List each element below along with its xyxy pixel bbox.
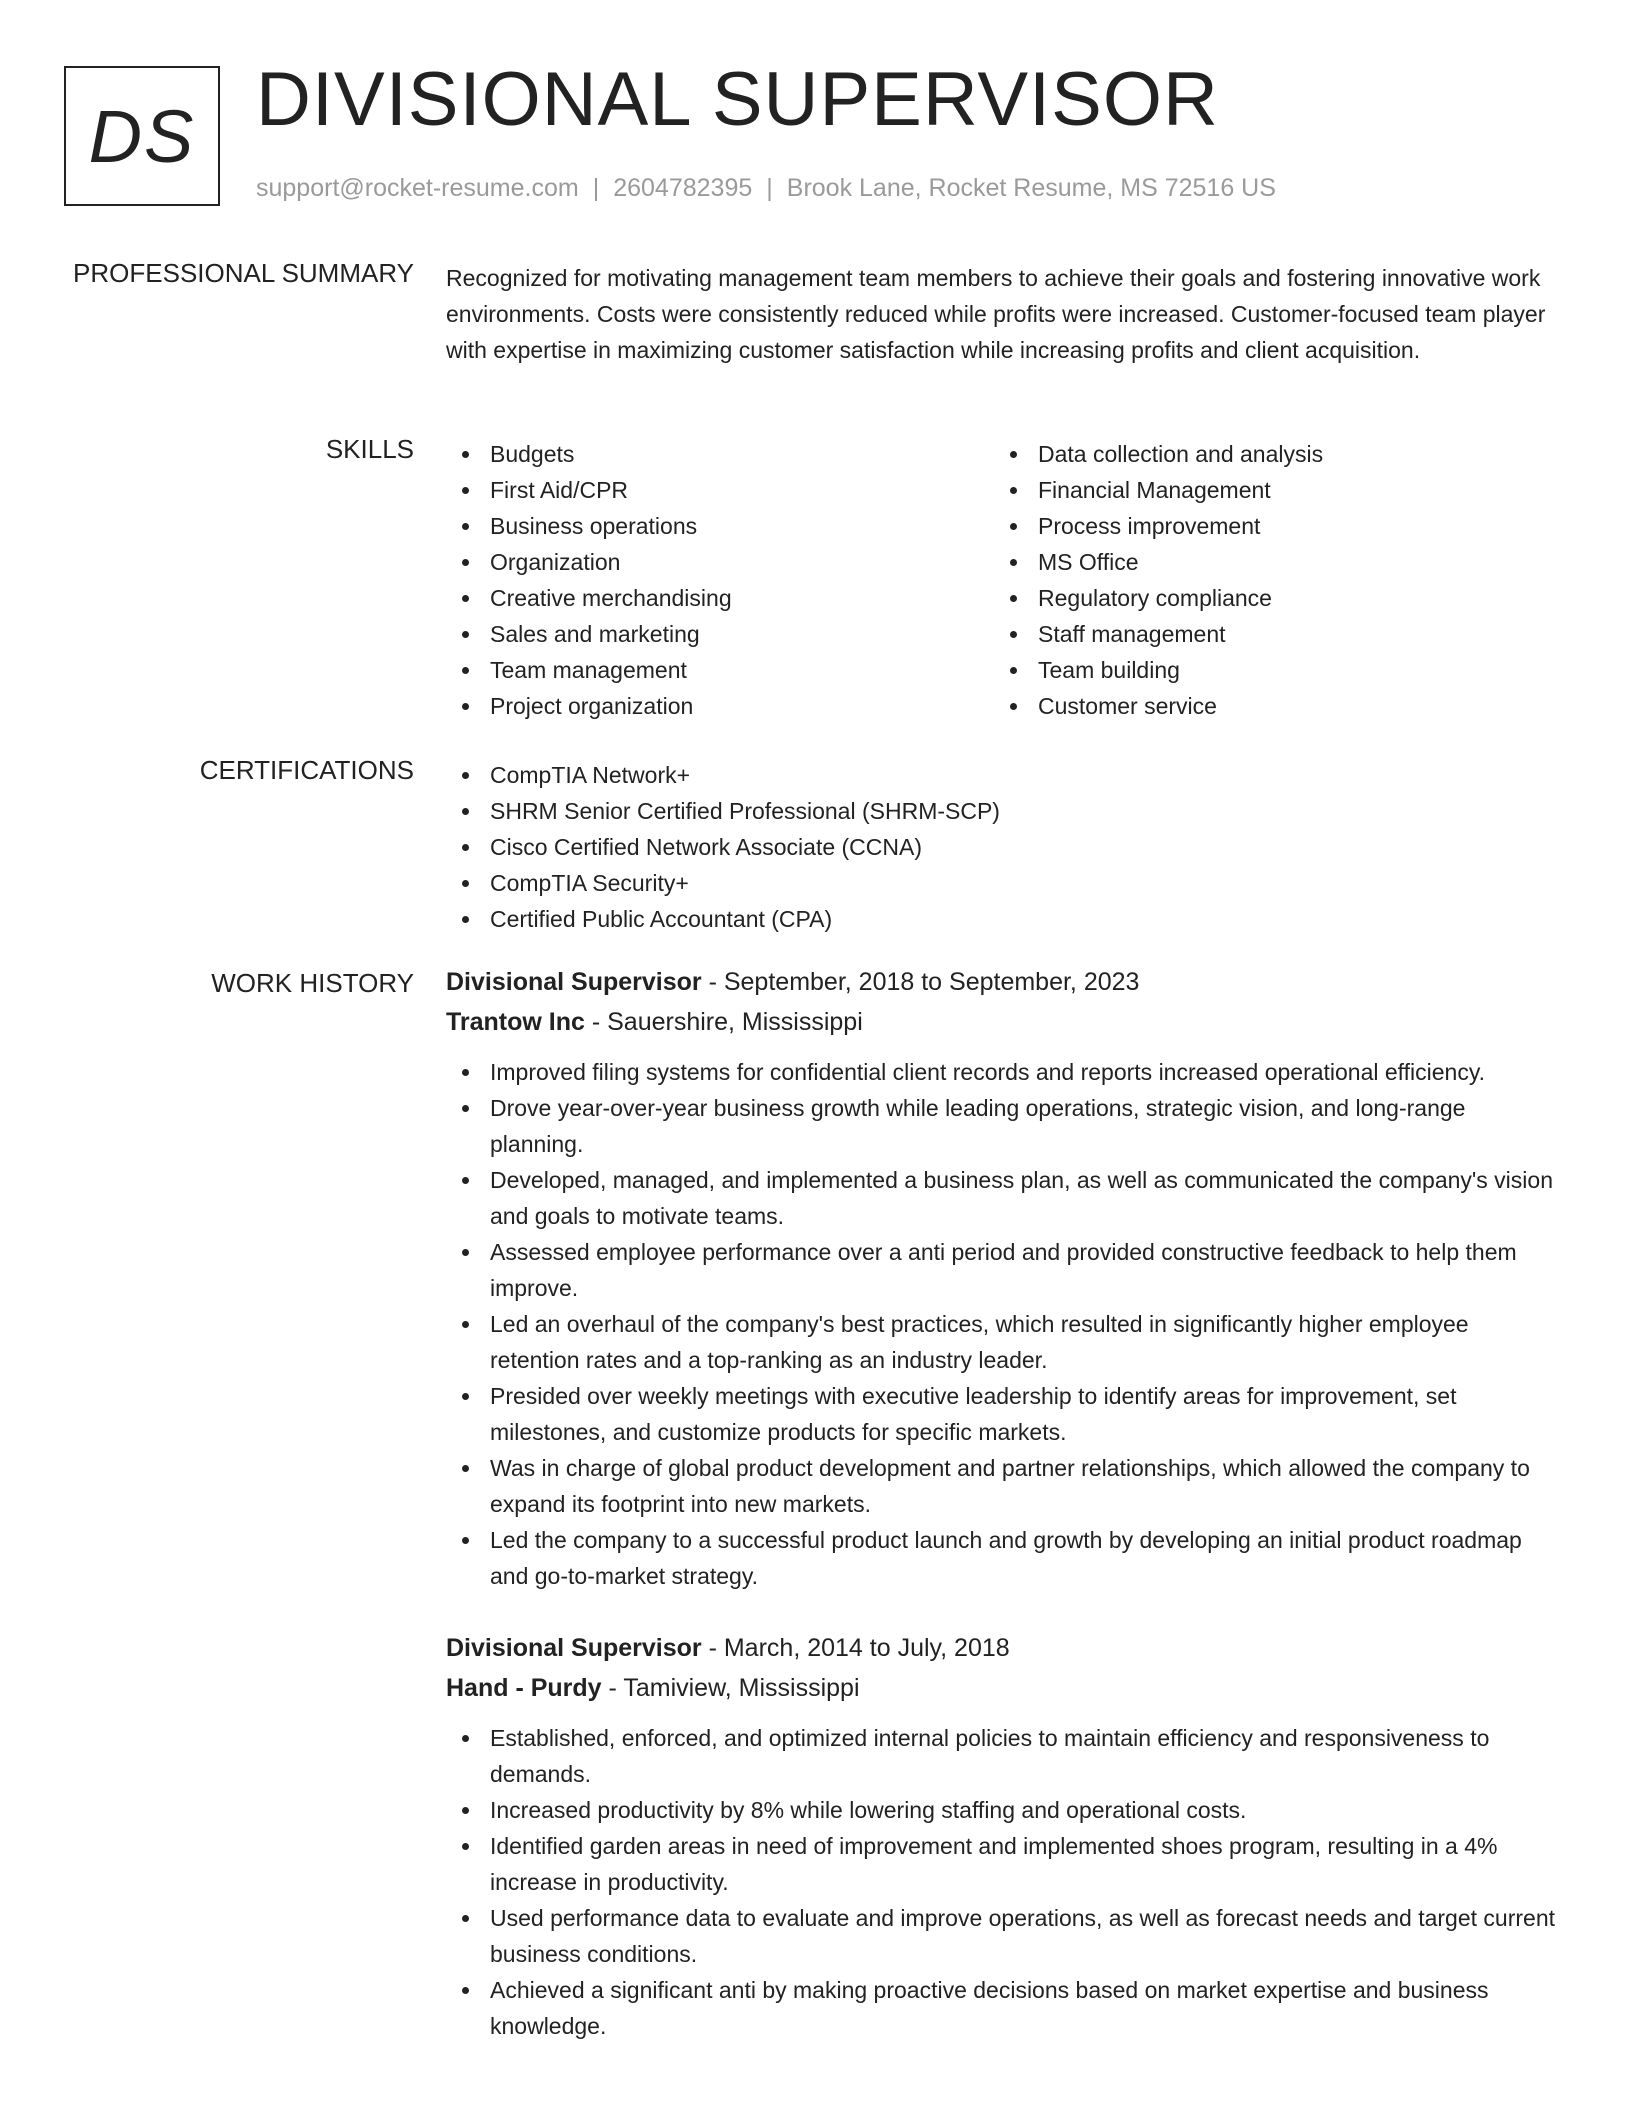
- job-bullet: Developed, managed, and implemented a business plan, as well as communicated the company's vision and goals to motivate teams.: [446, 1162, 1558, 1234]
- job-bullets: [446, 1720, 1558, 2044]
- skill-item: Creative merchandising: [446, 580, 966, 616]
- skills-heading: SKILLS: [325, 434, 414, 464]
- skills-list-right: [994, 436, 1514, 724]
- candidate-name: DIVISIONAL SUPERVISOR: [256, 57, 1219, 142]
- job-location: - Tamiview, Mississippi: [601, 1674, 860, 1702]
- job-company: Hand - Purdy: [446, 1674, 602, 1702]
- job-title-line: [446, 1628, 1558, 1668]
- contact-address: Brook Lane, Rocket Resume, MS 72516 US: [786, 174, 1276, 202]
- skill-item: Budgets: [446, 436, 966, 472]
- contact-line: [256, 174, 1276, 203]
- job-company-line: [446, 1668, 1558, 1708]
- certification-item: SHRM Senior Certified Professional (SHRM-SCP): [446, 793, 1558, 829]
- job-bullet: Used performance data to evaluate and improve operations, as well as forecast needs and target current business conditions.: [446, 1900, 1558, 1972]
- job-bullet: Improved filing systems for confidential client records and reports increased operational efficiency.: [446, 1054, 1558, 1090]
- skill-item: Sales and marketing: [446, 616, 966, 652]
- certification-item: CompTIA Security+: [446, 865, 1558, 901]
- skill-item: Project organization: [446, 688, 966, 724]
- job-company: Trantow Inc: [446, 1008, 585, 1036]
- summary-text: Recognized for motivating management team members to achieve their goals and fostering innovative work environments. Costs were consistently reduced while profits were increased. Customer-focused team player with expertise in maximizing customer satisfaction while increasing profits and client acquisition.: [446, 265, 1546, 363]
- job-bullet: Led an overhaul of the company's best practices, which resulted in significantly higher employee retention rates and a top-ranking as an industry leader.: [446, 1306, 1558, 1378]
- job-bullets: [446, 1054, 1558, 1594]
- job-role: Divisional Supervisor: [446, 1634, 702, 1662]
- job-bullet: Led the company to a successful product launch and growth by developing an initial product roadmap and go-to-market strategy.: [446, 1522, 1558, 1594]
- work-history-body: [446, 962, 1558, 2044]
- certifications-heading: CERTIFICATIONS: [199, 755, 414, 785]
- job-dates: - March, 2014 to July, 2018: [701, 1634, 1010, 1662]
- work-history-heading: WORK HISTORY: [211, 968, 414, 998]
- skill-item: Financial Management: [994, 472, 1514, 508]
- job-dates: - September, 2018 to September, 2023: [701, 968, 1140, 996]
- job-title-line: [446, 962, 1558, 1002]
- job-role: Divisional Supervisor: [446, 968, 702, 996]
- skills-list-left: [446, 436, 966, 724]
- job-bullet: Assessed employee performance over a anti period and provided constructive feedback to help them improve.: [446, 1234, 1558, 1306]
- certifications-list: [446, 757, 1558, 937]
- job-bullet: Drove year-over-year business growth while leading operations, strategic vision, and long-range planning.: [446, 1090, 1558, 1162]
- certifications-body: [446, 757, 1558, 937]
- summary-heading: PROFESSIONAL SUMMARY: [73, 258, 414, 288]
- skill-item: Customer service: [994, 688, 1514, 724]
- skill-item: Process improvement: [994, 508, 1514, 544]
- contact-phone[interactable]: 2604782395: [613, 174, 753, 202]
- skill-item: Business operations: [446, 508, 966, 544]
- job-bullet: Identified garden areas in need of improvement and implemented shoes program, resulting in a 4% increase in productivity.: [446, 1828, 1558, 1900]
- job-bullet: Increased productivity by 8% while lowering staffing and operational costs.: [446, 1792, 1558, 1828]
- certification-item: Cisco Certified Network Associate (CCNA): [446, 829, 1558, 865]
- certification-item: CompTIA Network+: [446, 757, 1558, 793]
- certification-item: Certified Public Accountant (CPA): [446, 901, 1558, 937]
- skill-item: MS Office: [994, 544, 1514, 580]
- job-company-line: [446, 1002, 1558, 1042]
- skill-item: Data collection and analysis: [994, 436, 1514, 472]
- skill-item: First Aid/CPR: [446, 472, 966, 508]
- monogram-badge: DS: [64, 66, 220, 206]
- contact-email[interactable]: support@rocket-resume.com: [256, 174, 579, 202]
- skill-item: Staff management: [994, 616, 1514, 652]
- contact-separator: |: [766, 174, 773, 202]
- contact-separator: |: [592, 174, 600, 202]
- skill-item: Team management: [446, 652, 966, 688]
- skill-item: Organization: [446, 544, 966, 580]
- skill-item: Regulatory compliance: [994, 580, 1514, 616]
- job-bullet: Achieved a significant anti by making proactive decisions based on market expertise and business knowledge.: [446, 1972, 1558, 2044]
- job-location: - Sauershire, Mississippi: [584, 1008, 863, 1036]
- job-bullet: Established, enforced, and optimized internal policies to maintain efficiency and responsiveness to demands.: [446, 1720, 1558, 1792]
- job-bullet: Presided over weekly meetings with executive leadership to identify areas for improvement, set milestones, and customize products for specific markets.: [446, 1378, 1558, 1450]
- job-entry: [446, 1628, 1558, 2044]
- job-entry: [446, 962, 1558, 1594]
- skill-item: Team building: [994, 652, 1514, 688]
- job-bullet: Was in charge of global product development and partner relationships, which allowed the company to expand its footprint into new markets.: [446, 1450, 1558, 1522]
